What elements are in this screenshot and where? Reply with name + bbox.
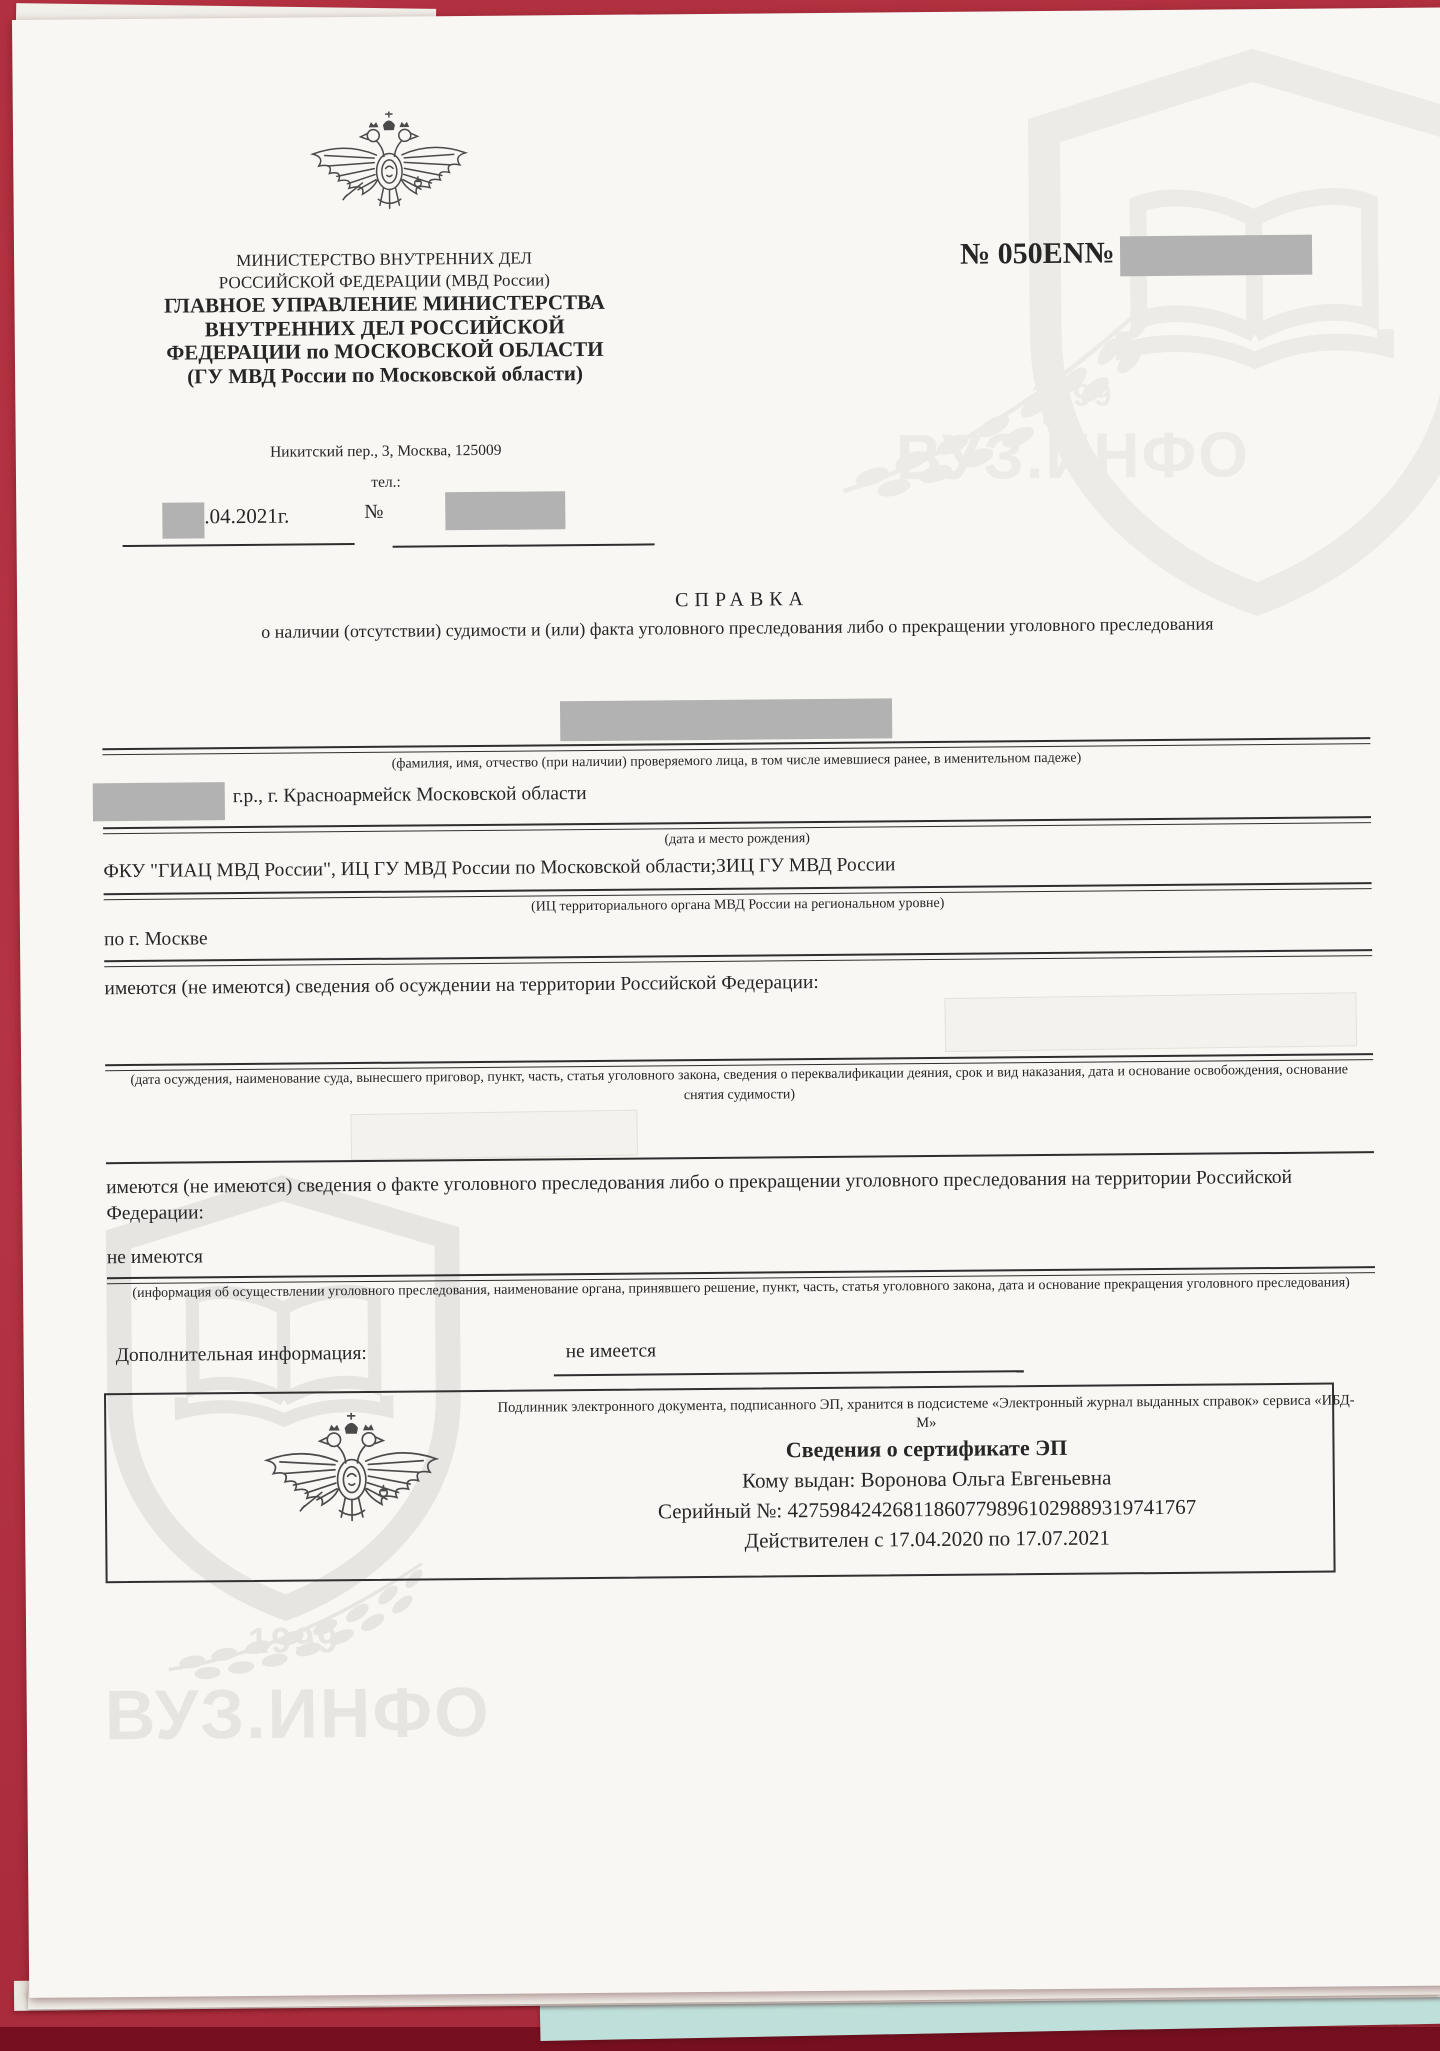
certificate-page [12, 8, 1440, 1998]
watermark-laurel-icon [811, 243, 1179, 550]
org-line: ФЕДЕРАЦИИ по МОСКОВСКОЙ ОБЛАСТИ [166, 336, 604, 365]
redaction-box-birthdate [93, 782, 225, 821]
number-sign: № [364, 500, 384, 523]
correction-area [351, 1111, 637, 1159]
prosecution-label: имеются (не имеются) сведения о факте уголовного преследования либо о прекращении уголовного преследования на территории Российской Федерации: [106, 1166, 1293, 1225]
watermark-brand: ВУЗ.ИНФО [895, 418, 1251, 494]
certificate-issued-to: Кому выдан: Воронова Ольга Евгеньевна [741, 1465, 1112, 1493]
number-underline [393, 543, 655, 547]
date-underline [123, 543, 355, 547]
correction-area [945, 993, 1356, 1051]
mvd-eagle-emblem-icon [251, 1402, 452, 1562]
certificate-validity: Действителен с 17.04.2020 по 17.07.2021 [744, 1525, 1111, 1553]
additional-info-label: Дополнительная информация: [115, 1342, 367, 1367]
registry-field-caption: (ИЦ территориального органа МВД России на региональном уровне) [531, 895, 945, 915]
field-rule [104, 949, 1372, 967]
org-line: МИНИСТЕРСТВО ВНУТРЕННИХ ДЕЛ [236, 248, 533, 271]
date-number-row [86, 484, 727, 560]
watermark-year: 1999 [1031, 376, 1115, 414]
additional-info-value: не имеется [565, 1340, 657, 1363]
field-rule [106, 1151, 1374, 1164]
mvd-eagle-emblem-icon [299, 108, 480, 240]
prosecution-caption: (информация об осуществлении уголовного преследования, наименование органа, принявшего решение, пункт, часть, статья уголовного закона, дата и основание прекращения уголовного преследования) [132, 1275, 1350, 1301]
birth-value: г.р., г. Красноармейск Московской области [232, 783, 587, 808]
watermark-year: 1999 [247, 1619, 341, 1662]
watermark-brand: ВУЗ.ИНФО [104, 1672, 491, 1755]
redaction-box-name [560, 698, 892, 741]
org-phone-label: тел.: [371, 473, 401, 491]
certificate-text-block [496, 1384, 1357, 1555]
redaction-box-docnum [1120, 235, 1312, 277]
org-address: Никитский пер., 3, Москва, 125009 [270, 441, 502, 461]
document-title: СПРАВКА [675, 588, 810, 612]
org-line: ГЛАВНОЕ УПРАВЛЕНИЕ МИНИСТЕРСТВА [163, 289, 606, 318]
prosecution-value: не имеются [106, 1246, 203, 1269]
org-line: РОССИЙСКОЙ ФЕДЕРАЦИИ (МВД России) [218, 270, 550, 293]
org-line: (ГУ МВД России по Московской области) [187, 360, 584, 388]
redaction-box-number [445, 491, 565, 530]
birth-field-caption: (дата и место рождения) [664, 831, 810, 848]
redaction-box-date [162, 502, 204, 538]
registry-value: ФКУ "ГИАЦ МВД России", ИЦ ГУ МВД России по Московской области;ЗИЦ ГУ МВД России [103, 854, 896, 883]
conviction-label: имеются (не имеются) сведения об осуждении на территории Российской Федерации: [104, 971, 819, 1000]
name-field-caption: (фамилия, имя, отчество (при наличии) проверяемого лица, в том числе имевшиеся ранее, в именительном падеже) [391, 750, 1082, 772]
org-line: ВНУТРЕННИХ ДЕЛ РОССИЙСКОЙ [204, 313, 565, 341]
document-number: № 050EN№ [959, 236, 1115, 271]
certificate-serial: Серийный №: 427598424268118607798961029889319741767 [657, 1494, 1197, 1524]
issue-date: .04.2021г. [204, 503, 290, 529]
document-subtitle: о наличии (отсутствии) судимости и (или) факта уголовного преследования либо о прекращении уголовного преследования [261, 613, 1214, 642]
conviction-caption: (дата осуждения, наименование суда, вынесшего приговор, пункт, часть, статья уголовного закона, сведения о переквалификации деяния, срок и вид наказания, дата и основание освобождения, основание снятия судимости) [130, 1062, 1349, 1103]
certificate-title: Сведения о сертификате ЭП [785, 1434, 1068, 1463]
signature-certificate-box [104, 1383, 1355, 1584]
certificate-notice: Подлинник электронного документа, подписанного ЭП, хранится в подсистеме «Электронный журнал выданных справок» сервиса «ИБД-М» [497, 1392, 1355, 1431]
registry-value-2: по г. Москве [103, 928, 208, 951]
additional-info-underline [554, 1370, 1024, 1376]
document-number-block [960, 235, 1313, 278]
issuing-authority-block [84, 246, 685, 389]
